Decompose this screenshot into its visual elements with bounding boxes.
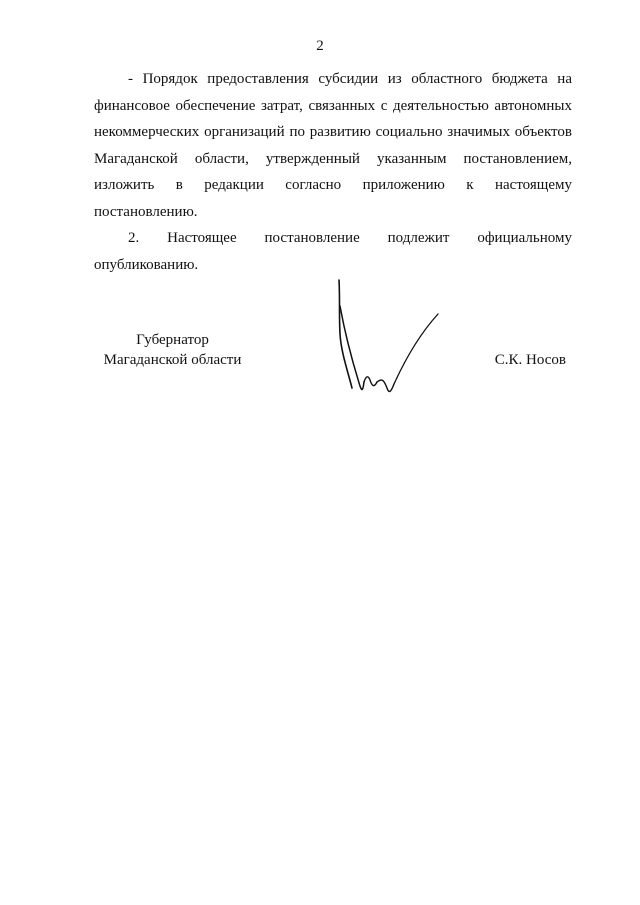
paragraph-subsidy-order: - Порядок предоставления субсидии из областного бюджета на финансовое обеспечение затрат, связанных с деятельностью автономных некоммерческих организаций по развитию социально значимых объектов Магаданской области, утвержденный указанным постановлением, изложить в редакции согласно приложению к настоящему постановлению. [94, 71, 572, 220]
document-body [94, 66, 572, 278]
signature-block [0, 330, 640, 410]
signer-position-line1: Губернатор [136, 332, 209, 348]
signer-position [100, 330, 245, 370]
signer-position-line2: Магаданской области [103, 352, 242, 368]
page-number: 2 [316, 38, 324, 54]
handwritten-signature-icon [330, 276, 450, 402]
paragraph-publication: 2. Настоящее постановление подлежит официальному опубликованию. [94, 230, 572, 273]
signer-name: С.К. Носов [494, 352, 566, 368]
